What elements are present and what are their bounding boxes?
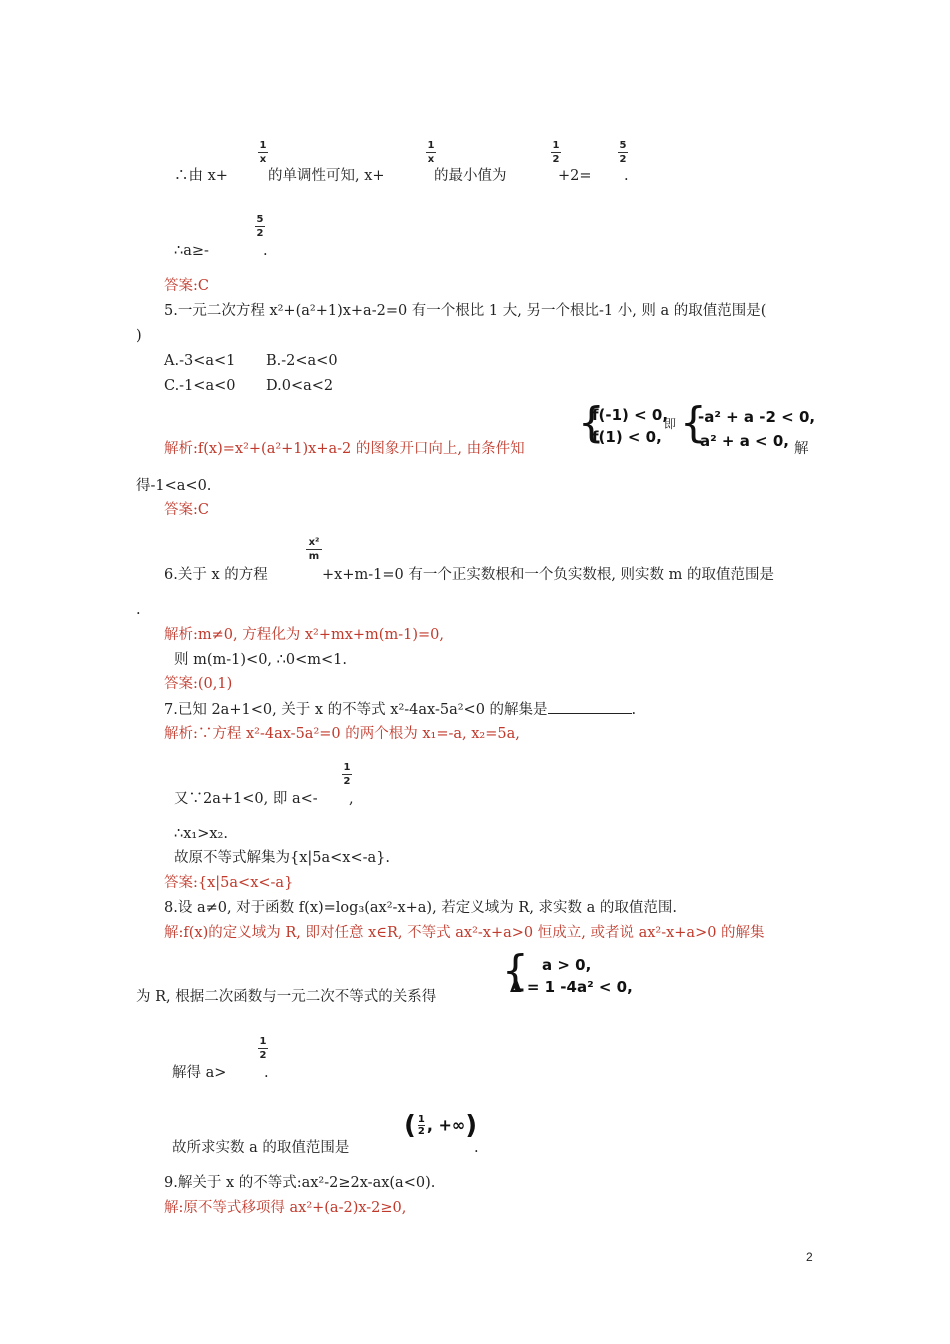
text-line: . <box>474 1140 479 1156</box>
answer-label: 答案:{x|5a<x<-a} <box>164 875 294 891</box>
solution-7: 解析:∵方程 x²-4ax-5a²=0 的两个根为 x₁=-a, x₂=5a, <box>164 726 520 742</box>
system-row: Δ = 1 -4a² < 0, <box>510 978 633 996</box>
fraction-5-over-2: 5 2 <box>619 140 627 165</box>
option-c: C.-1<a<0 <box>164 378 236 394</box>
answer-label: 答案:C <box>164 278 209 294</box>
brace-icon: { <box>502 946 529 995</box>
solution-8: 解:f(x)的定义域为 R, 即对任意 x∈R, 不等式 ax²-x+a>0 恒成立, 或者说 ax²-x+a>0 的解集 <box>164 925 765 941</box>
fraction-1-over-x: 1 x <box>427 140 435 165</box>
interval-expression: ( $\frac{1}{2}$ , +∞) <box>404 1110 478 1141</box>
interval-bracket: ) <box>465 1110 478 1141</box>
text-line: 故原不等式解集为{x|5a<x<-a}. <box>174 850 391 866</box>
interval-bracket: ( <box>404 1110 416 1141</box>
system-row: a² + a < 0, <box>700 432 789 450</box>
option-b: B.-2<a<0 <box>266 353 338 369</box>
text-line: 即 <box>664 417 677 431</box>
fraction-1-over-2: 1 2 <box>552 140 560 165</box>
text-line: . <box>624 168 629 184</box>
text-line: 解得 a> <box>172 1065 227 1081</box>
text-line: 又∵2a+1<0, 即 a<- <box>174 791 318 807</box>
text-line: . <box>263 243 268 259</box>
text-line: 的单调性可知, x+ <box>268 168 385 184</box>
answer-blank <box>548 699 632 714</box>
text-line: 的最小值为 <box>434 168 507 184</box>
system-row: a > 0, <box>542 956 592 974</box>
solution-5: 解析:f(x)=x²+(a²+1)x+a-2 的图象开口向上, 由条件知 <box>164 441 525 457</box>
question-8: 8.设 a≠0, 对于函数 f(x)=log₃(ax²-x+a), 若定义域为 R, 求实数 a 的取值范围. <box>164 900 678 916</box>
fraction-1-over-x: 1 x <box>259 140 267 165</box>
page-number: 2 <box>806 1250 813 1264</box>
fraction-x2-over-m: x² m <box>306 537 322 562</box>
text-line: +2= <box>558 168 592 184</box>
question-6: 6.关于 x 的方程 <box>164 567 268 583</box>
question-9: 9.解关于 x 的不等式:ax²-2≥2x-ax(a<0). <box>164 1175 436 1191</box>
text-line: ∴x₁>x₂. <box>174 826 228 842</box>
system-row: f(1) < 0, <box>592 428 662 446</box>
brace-icon: { <box>680 398 707 447</box>
text-line: ∴由 x+ <box>174 168 228 184</box>
answer-label: 答案:(0,1) <box>164 676 233 692</box>
text-line: 解 <box>794 441 809 457</box>
solution-6: 解析:m≠0, 方程化为 x²+mx+m(m-1)=0, <box>164 627 444 643</box>
system-row: f(-1) < 0, <box>592 406 669 424</box>
text-line: ∴a≥- <box>174 243 209 259</box>
fraction-5-over-2: 5 2 <box>256 214 264 239</box>
text-line: , <box>349 791 354 807</box>
question-5-cont: ) <box>136 328 142 344</box>
fraction-1-over-2: 1 2 <box>259 1036 267 1061</box>
text-line: . <box>136 602 141 618</box>
text-line: 得-1<a<0. <box>136 478 212 494</box>
system-row: -a² + a -2 < 0, <box>698 408 816 426</box>
question-7: 7.已知 2a+1<0, 关于 x 的不等式 x²-4ax-5a²<0 的解集是 . <box>164 699 636 720</box>
text-line: 为 R, 根据二次函数与一元二次不等式的关系得 <box>136 989 437 1005</box>
text-line: . <box>264 1065 269 1081</box>
fraction-1-over-2: 1 2 <box>343 762 351 787</box>
option-a: A.-3<a<1 <box>164 353 236 369</box>
text-line: +x+m-1=0 有一个正实数根和一个负实数根, 则实数 m 的取值范围是 <box>322 567 775 583</box>
solution-9: 解:原不等式移项得 ax²+(a-2)x-2≥0, <box>164 1200 407 1216</box>
answer-label: 答案:C <box>164 502 209 518</box>
text-line: 故所求实数 a 的取值范围是 <box>172 1140 350 1156</box>
text-line: 则 m(m-1)<0, ∴0<m<1. <box>174 652 347 668</box>
brace-icon: { <box>578 398 605 447</box>
option-d: D.0<a<2 <box>266 378 334 394</box>
question-5: 5.一元二次方程 x²+(a²+1)x+a-2=0 有一个根比 1 大, 另一个根比-1 小, 则 a 的取值范围是( <box>164 303 767 319</box>
